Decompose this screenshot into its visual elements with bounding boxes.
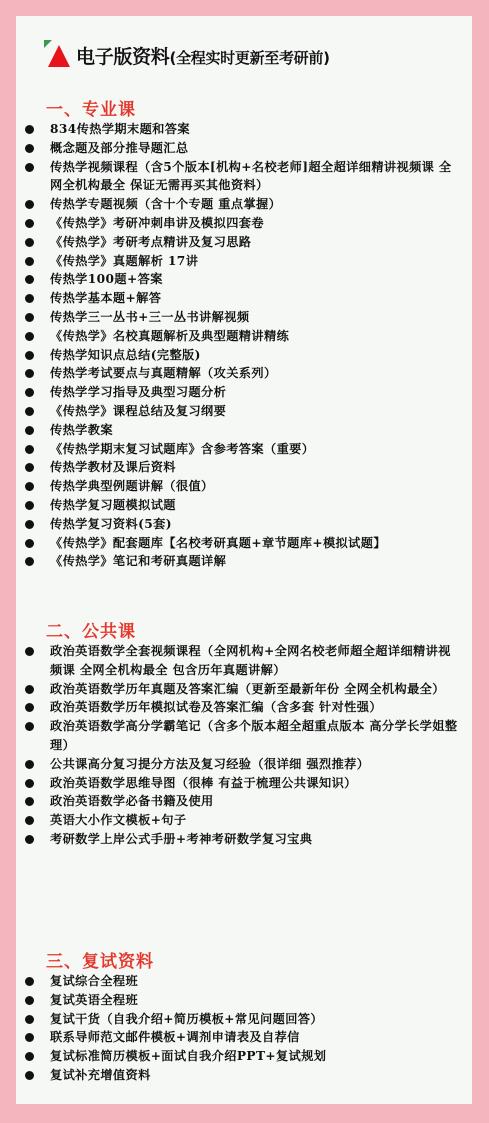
bullet-icon: [25, 996, 34, 1005]
bullet-icon: [25, 1052, 34, 1061]
list-item-text: 传热学学习指导及典型习题分析: [50, 385, 227, 400]
bullet-icon: [25, 200, 34, 209]
title-subtitle: (全程实时更新至考研前): [169, 49, 330, 67]
bullet-icon: [25, 463, 34, 472]
list-item-text: 《传热学》课程总结及复习纲要: [50, 403, 227, 418]
list-item: [22, 830, 462, 849]
section-list-major: [22, 120, 462, 571]
bullet-icon: [25, 238, 34, 247]
list-item-text: 传热学教材及课后资料: [50, 460, 176, 475]
bullet-icon: [25, 294, 34, 303]
bullet-icon: [25, 557, 34, 566]
list-item-text: 传热学专题视频（含十个专题 重点掌握）: [50, 197, 282, 212]
bullet-icon: [25, 388, 34, 397]
list-item: [22, 289, 462, 308]
bullet-icon: [25, 647, 34, 656]
list-item: [22, 717, 462, 755]
list-item-text: 传热学考试要点与真题精解（攻关系列）: [50, 366, 277, 381]
bullet-icon: [25, 257, 34, 266]
bullet-icon: [25, 1071, 34, 1080]
list-item-text: 传热学典型例题讲解（很值）: [50, 479, 214, 494]
section-heading-public: 二、公共课: [46, 622, 136, 642]
list-item: [22, 308, 462, 327]
list-item: [22, 252, 462, 271]
list-item: [22, 1028, 462, 1047]
bullet-icon: [25, 797, 34, 806]
list-item: [22, 120, 462, 139]
list-item-text: 复试英语全程班: [50, 992, 139, 1007]
list-item-text: 《传热学》真题解析 17讲: [50, 253, 199, 268]
list-item: [22, 383, 462, 402]
list-item-text: 考研数学上岸公式手册+考神考研数学复习宝典: [50, 831, 313, 846]
list-item-text: 英语大小作文模板+句子: [50, 813, 187, 828]
bullet-icon: [25, 722, 34, 731]
list-item-text: 公共课高分复习提分方法及复习经验（很详细 强烈推荐）: [50, 756, 370, 771]
bullet-icon: [25, 685, 34, 694]
list-item: [22, 811, 462, 830]
list-item-text: 传热学基本题+解答: [50, 291, 162, 306]
list-item-text: 传热学知识点总结(完整版): [50, 347, 201, 362]
bullet-icon: [25, 835, 34, 844]
list-item-text: 传热学复习题模拟试题: [50, 497, 176, 512]
list-item: [22, 552, 462, 571]
list-item-text: 传热学教案: [50, 422, 113, 437]
bullet-icon: [25, 407, 34, 416]
bullet-icon: [25, 501, 34, 510]
page-title: [48, 42, 330, 69]
list-item: [22, 642, 462, 680]
bullet-icon: [25, 1033, 34, 1042]
bullet-icon: [25, 219, 34, 228]
list-item-text: 复试补充增值资料: [50, 1067, 151, 1082]
list-item-text: 政治英语数学思维导图（很棒 有益于梳理公共课知识）: [50, 775, 357, 790]
list-item-text: 政治英语数学历年真题及答案汇编（更新至最新年份 全网全机构最全）: [50, 681, 445, 696]
bullet-icon: [25, 144, 34, 153]
list-item-text: 政治英语数学必备书籍及使用: [50, 794, 214, 809]
bullet-icon: [25, 125, 34, 134]
list-item: [22, 195, 462, 214]
bullet-icon: [25, 313, 34, 322]
list-item: [22, 1066, 462, 1085]
list-item-text: 传热学三一丛书+三一丛书讲解视频: [50, 309, 250, 324]
list-item: [22, 698, 462, 717]
list-item: [22, 991, 462, 1010]
list-item: [22, 458, 462, 477]
list-item-text: 政治英语数学高分学霸笔记（含多个版本超全超重点版本 高分学长学姐整理）: [50, 719, 458, 752]
bullet-icon: [25, 779, 34, 788]
bullet-icon: [25, 539, 34, 548]
bullet-icon: [25, 977, 34, 986]
list-item-text: 复试干货（自我介绍+简历模板+常见问题回答）: [50, 1011, 323, 1026]
bullet-icon: [25, 426, 34, 435]
list-item: [22, 774, 462, 793]
list-item-text: 复试综合全程班: [50, 974, 139, 988]
list-item: [22, 139, 462, 158]
list-item: [22, 534, 462, 553]
bullet-icon: [25, 520, 34, 529]
list-item: [22, 214, 462, 233]
list-item-text: 复试标准简历模板+面试自我介绍PPT+复试规划: [50, 1049, 327, 1064]
bullet-icon: [25, 760, 34, 769]
list-item: [22, 233, 462, 252]
list-item: [22, 364, 462, 383]
list-item-text: 834传热学期末题和答案: [50, 122, 190, 136]
list-item-text: 《传热学》考研冲刺串讲及模拟四套卷: [50, 215, 264, 230]
section-heading-major: 一、专业课: [46, 100, 136, 120]
bullet-icon: [25, 332, 34, 341]
list-item: [22, 346, 462, 365]
bullet-icon: [25, 1015, 34, 1024]
bullet-icon: [25, 816, 34, 825]
list-item: [22, 327, 462, 346]
list-item-text: 《传热学》配套题库【名校考研真题+章节题库+模拟试题】: [50, 535, 386, 550]
section-list-retest: [22, 972, 462, 1085]
list-item: [22, 680, 462, 699]
list-item: [22, 515, 462, 534]
list-item: [22, 1047, 462, 1066]
list-item-text: 传热学100题+答案: [50, 272, 163, 287]
list-item: [22, 972, 462, 991]
bullet-icon: [25, 275, 34, 284]
list-item-text: 传热学复习资料(5套): [50, 516, 172, 531]
list-item: [22, 755, 462, 774]
list-item-text: 传热学视频课程（含5个版本[机构+名校老师]超全超详细精讲视频课 全网全机构最全 保证无需再买其他资料）: [50, 159, 452, 193]
list-item: [22, 792, 462, 811]
list-item: [22, 440, 462, 459]
section-list-public: [22, 642, 462, 849]
list-item: [22, 496, 462, 515]
list-item-text: 政治英语数学全套视频课程（全网机构+全网名校老师超全超详细精讲视频课 全网全机构最全 包含历年真题讲解）: [50, 644, 451, 677]
list-item-text: 《传热学》笔记和考研真题详解: [50, 554, 227, 569]
list-item-text: 《传热学》名校真题解析及典型题精讲精练: [50, 328, 290, 343]
bullet-icon: [25, 163, 34, 172]
list-item: [22, 1010, 462, 1029]
list-item-text: 《传热学》考研考点精讲及复习思路: [50, 234, 252, 249]
warning-triangle-icon: [48, 45, 70, 67]
list-item: [22, 402, 462, 421]
bullet-icon: [25, 445, 34, 454]
bullet-icon: [25, 703, 34, 712]
list-item-text: 《传热学期末复习试题库》含参考答案（重要）: [50, 441, 315, 456]
list-item-text: 联系导师范文邮件模板+调剂申请表及自荐信: [50, 1030, 300, 1045]
list-item: [22, 477, 462, 496]
bullet-icon: [25, 351, 34, 360]
list-item-text: 概念题及部分推导题汇总: [50, 140, 189, 155]
list-item: [22, 158, 462, 196]
list-item: [22, 421, 462, 440]
list-item-text: 政治英语数学历年模拟试卷及答案汇编（含多套 针对性强）: [50, 700, 382, 715]
bullet-icon: [25, 482, 34, 491]
list-item: [22, 270, 462, 289]
bullet-icon: [25, 369, 34, 378]
section-heading-retest: 三、复试资料: [46, 952, 154, 972]
title-main: 电子版资料: [76, 46, 170, 68]
